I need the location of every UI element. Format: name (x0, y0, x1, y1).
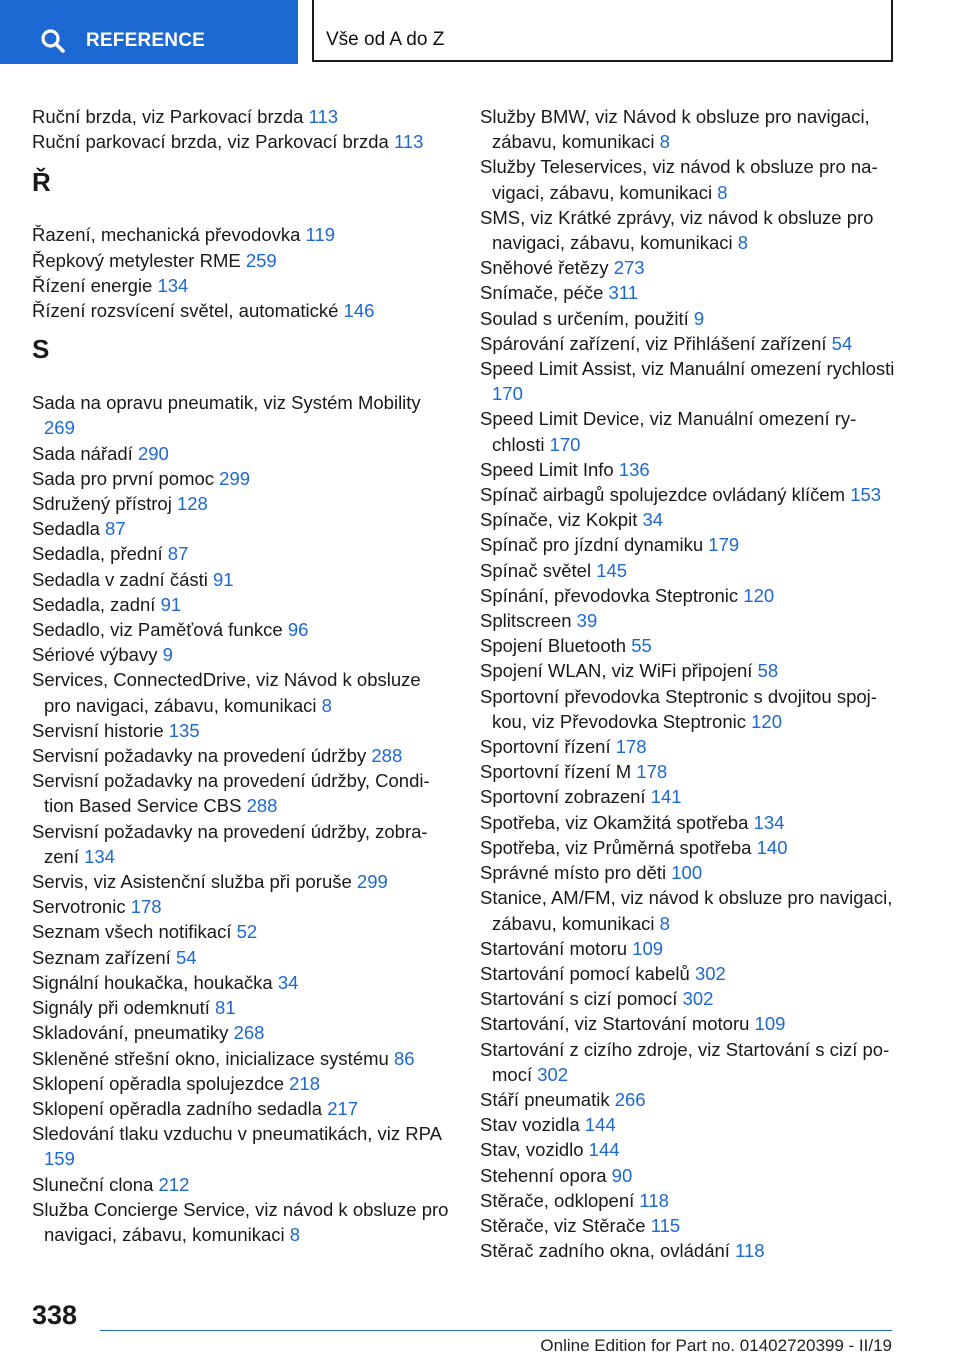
index-page-link[interactable]: 100 (671, 862, 703, 884)
index-entry-text: Sněhové řetězy (480, 257, 609, 279)
reference-label: REFERENCE (86, 30, 205, 51)
index-page-link[interactable]: 134 (157, 274, 189, 296)
index-page-link[interactable]: 91 (213, 568, 234, 590)
index-entry (32, 1121, 452, 1171)
index-entry-text: Startování pomocí kabelů (480, 962, 690, 984)
index-page-link[interactable]: 113 (308, 106, 339, 127)
index-entry (480, 986, 900, 1011)
index-entry (480, 356, 900, 406)
index-entry (32, 390, 452, 440)
index-entry (480, 734, 900, 759)
index-entry-text: Řízení rozsvícení světel, automatické (32, 300, 339, 322)
index-page-link[interactable]: 55 (631, 635, 652, 657)
index-page-link[interactable]: 113 (393, 131, 424, 153)
index-page-link[interactable]: 299 (356, 871, 388, 893)
index-entry-text: Řepkový metylester RME (32, 249, 241, 271)
index-entry-text: Spotřeba, viz Průměrná spotřeba (480, 836, 752, 858)
index-entry-text: Splitscreen (480, 610, 572, 632)
index-entry (480, 1213, 900, 1238)
index-entry-text: Spínač airbagů spolujezdce ovládaný klíčem (480, 484, 846, 506)
index-page-link[interactable]: 141 (650, 786, 682, 808)
index-page-link[interactable]: 266 (614, 1088, 646, 1110)
index-entry-text: Speed Limit Assist, viz Manuální omezení rychlosti (480, 358, 895, 380)
index-page-link[interactable]: 288 (246, 795, 278, 817)
index-entry-text: Sklopení opěradla spolujezdce (32, 1072, 284, 1094)
index-entry (480, 154, 900, 204)
index-page-link[interactable]: 302 (694, 962, 726, 984)
index-entry (480, 1037, 900, 1087)
index-entry (32, 541, 452, 566)
index-entry (32, 667, 452, 717)
index-entry-text: Spojení Bluetooth (480, 635, 627, 657)
index-entry-text: Řazení, mechanická převodovka (32, 224, 301, 246)
index-page-link[interactable]: 273 (613, 257, 645, 279)
index-page-link[interactable]: 288 (371, 745, 403, 767)
index-entry-text: Řízení energie (32, 274, 153, 296)
index-page-link[interactable]: 144 (588, 1139, 620, 1161)
index-page-link[interactable]: 134 (753, 811, 785, 833)
index-entry-text: Sledování tlaku vzduchu v pneumatikách, viz RPA (32, 1123, 441, 1145)
index-page-link[interactable]: 8 (659, 131, 670, 153)
index-entry (32, 516, 452, 541)
edition-info: Online Edition for Part no. 01402720399 - II/19 (540, 1336, 892, 1355)
index-column-right (480, 104, 900, 1263)
index-column-left (32, 104, 452, 1247)
index-page-link[interactable]: 140 (756, 836, 788, 858)
index-entry-text: Sada nářadí (32, 442, 133, 464)
index-page-link[interactable]: 58 (757, 660, 779, 682)
index-entry-text: Startování, viz Startování motoru (480, 1013, 750, 1035)
index-entry (480, 331, 900, 356)
index-entry (32, 617, 452, 642)
index-entry-text: Sada na opravu pneumatik, viz Systém Mobility (32, 392, 421, 414)
index-page-link[interactable]: 8 (717, 181, 728, 203)
index-entry (32, 273, 452, 298)
index-entry (32, 743, 452, 768)
index-entry (32, 869, 452, 894)
index-entry-text: Servisní požadavky na provedení údržby, zobrazení (32, 820, 428, 867)
index-entry (32, 466, 452, 491)
index-page-link[interactable]: 178 (615, 736, 647, 758)
index-entry-text: Skleněné střešní okno, inicializace systému (32, 1047, 389, 1069)
index-page-link[interactable]: 119 (305, 224, 336, 246)
index-page-link[interactable]: 217 (327, 1097, 359, 1119)
index-entry (480, 810, 900, 835)
index-entry (480, 885, 900, 935)
index-entry-text: Správné místo pro děti (480, 862, 667, 884)
index-page-link[interactable]: 299 (219, 467, 251, 489)
index-entry (32, 129, 452, 154)
index-letter-heading: S (32, 334, 50, 365)
index-entry (32, 819, 452, 869)
index-entry (32, 248, 452, 273)
index-entry (480, 1112, 900, 1137)
index-entry (32, 1197, 452, 1247)
index-entry (32, 567, 452, 592)
index-page-link[interactable]: 8 (737, 232, 749, 254)
index-page-link[interactable]: 128 (176, 493, 208, 515)
index-entry (480, 860, 900, 885)
index-page-link[interactable]: 178 (130, 896, 162, 918)
index-entry (480, 457, 900, 482)
page-number: 338 (32, 1300, 78, 1330)
index-page-link[interactable]: 290 (137, 442, 169, 464)
index-entry-text: Snímače, péče (480, 282, 604, 304)
index-entry-text: Spínač světel (480, 559, 592, 581)
index-letter-heading: Ř (32, 167, 51, 198)
index-entry-text: Sedadla, přední (32, 543, 163, 565)
index-page-link[interactable]: 9 (693, 307, 705, 329)
search-icon (40, 28, 66, 54)
index-page-link[interactable]: 302 (537, 1063, 569, 1085)
index-entry (480, 1011, 900, 1036)
index-entry-text: Seznam všech notifikací (32, 921, 232, 943)
index-entry (480, 558, 900, 583)
index-page-link[interactable]: 120 (751, 710, 783, 732)
index-entry-text: Servisní požadavky na provedení údržby, Condition Based Service CBS (32, 770, 430, 817)
index-entry-text: Spínače, viz Kokpit (480, 509, 638, 531)
index-entry-text: Stěrače, viz Stěrače (480, 1214, 646, 1236)
index-entry (32, 1096, 452, 1121)
index-page-link[interactable]: 8 (321, 694, 332, 716)
index-page-link[interactable]: 118 (735, 1240, 765, 1262)
index-entry-text: Signální houkačka, houkačka (32, 971, 273, 993)
index-entry-text: Sportovní převodovka Steptronic s dvojitou spojkou, viz Převodovka Steptronic (480, 685, 877, 732)
index-entry (32, 1172, 452, 1197)
index-entry (32, 298, 452, 323)
index-entry-text: Sklopení opěradla zadního sedadla (32, 1097, 323, 1119)
index-page-link[interactable]: 135 (168, 719, 200, 741)
index-entry-text: Sériové výbavy (32, 644, 158, 666)
index-page-link[interactable]: 212 (158, 1173, 190, 1195)
index-entry-text: Spárování zařízení, viz Přihlášení zařízení (480, 332, 827, 354)
index-entry-text: Sedadla, zadní (32, 593, 156, 615)
index-entry (480, 835, 900, 860)
index-page-link[interactable]: 9 (162, 644, 173, 666)
index-page-link[interactable]: 302 (682, 988, 714, 1010)
index-entry-text: Služby BMW, viz Návod k obsluze pro navigaci, zábavu, komunikaci (480, 106, 870, 153)
index-page-link[interactable]: 170 (549, 433, 581, 455)
index-entry (480, 936, 900, 961)
index-page-link[interactable]: 159 (44, 1148, 75, 1170)
index-page-link[interactable]: 81 (215, 997, 236, 1019)
index-entry-text: Spotřeba, viz Okamžitá spotřeba (480, 811, 749, 833)
index-page-link[interactable]: 311 (608, 282, 639, 304)
index-entry (480, 633, 900, 658)
index-page-link[interactable]: 259 (245, 249, 277, 271)
index-entry (32, 642, 452, 667)
index-entry (32, 919, 452, 944)
index-entry-text: Speed Limit Info (480, 458, 614, 480)
index-entry (32, 894, 452, 919)
index-entry-text: Stav vozidla (480, 1114, 580, 1136)
index-page-link[interactable]: 170 (492, 383, 523, 405)
index-page-link[interactable]: 178 (636, 761, 668, 783)
index-entry-text: Stehenní opora (480, 1164, 607, 1186)
index-entry-text: SMS, viz Krátké zprávy, viz návod k obsluze pro navigaci, zábavu, komunikaci (480, 206, 874, 254)
index-entry (480, 205, 900, 255)
index-entry (32, 970, 452, 995)
index-entry (32, 1071, 452, 1096)
index-page-link[interactable]: 144 (584, 1114, 616, 1136)
index-page-link[interactable]: 90 (611, 1164, 633, 1186)
index-entry-text: Services, ConnectedDrive, viz Návod k obsluze pro navigaci, zábavu, komunikaci (32, 669, 421, 716)
index-page-link[interactable]: 87 (105, 518, 126, 540)
index-entry (480, 306, 900, 331)
index-entry (480, 608, 900, 633)
index-page-link[interactable]: 218 (289, 1072, 320, 1094)
index-page-link[interactable]: 34 (642, 509, 664, 531)
index-entry-text: Ruční brzda, viz Parkovací brzda (32, 106, 304, 127)
index-entry-text: Sportovní zobrazení (480, 786, 646, 808)
index-entry-text: Sluneční clona (32, 1173, 154, 1195)
index-entry-text: Startování z cizího zdroje, viz Startování s cizí pomocí (480, 1038, 890, 1085)
index-entry (32, 1020, 452, 1045)
section-tab (312, 0, 893, 62)
index-page-link[interactable]: 134 (84, 845, 115, 867)
index-page-link[interactable]: 145 (596, 559, 628, 581)
index-entry-text: Spojení WLAN, viz WiFi připojení (480, 660, 753, 682)
index-entry (32, 718, 452, 743)
index-page-link[interactable]: 153 (850, 484, 882, 506)
index-entry (32, 441, 452, 466)
index-entry (480, 759, 900, 784)
index-page-link[interactable]: 86 (393, 1047, 415, 1069)
index-entry (480, 255, 900, 280)
index-entry-text: Soulad s určením, použití (480, 307, 689, 329)
index-page-link[interactable]: 34 (277, 971, 299, 993)
index-entry (480, 684, 900, 734)
index-entry (480, 1137, 900, 1162)
index-page-link[interactable]: 54 (175, 946, 197, 968)
index-page-link[interactable]: 269 (44, 417, 75, 439)
index-entry-text: Seznam zařízení (32, 946, 171, 968)
footer-divider (100, 1330, 892, 1331)
index-entry (32, 104, 452, 129)
index-entry (480, 482, 900, 507)
index-entry (480, 532, 900, 557)
index-entry (480, 961, 900, 986)
index-page-link[interactable]: 8 (659, 912, 670, 934)
index-entry (32, 491, 452, 516)
index-page-link[interactable]: 39 (576, 610, 598, 632)
index-page-link[interactable]: 87 (167, 543, 189, 565)
index-page-link[interactable]: 109 (754, 1013, 786, 1035)
index-entry-text: Sportovní řízení M (480, 761, 632, 783)
index-entry-text: Služba Concierge Service, viz návod k obsluze pro navigaci, zábavu, komunikaci (32, 1198, 449, 1245)
index-entry-text: Stav, vozidlo (480, 1139, 584, 1161)
index-entry (480, 406, 900, 456)
reference-tab[interactable] (0, 0, 298, 64)
index-entry-text: Skladování, pneumatiky (32, 1022, 229, 1044)
index-entry (480, 1163, 900, 1188)
index-entry-text: Stanice, AM/FM, viz návod k obsluze pro navigaci, zábavu, komunikaci (480, 887, 893, 934)
index-entry-text: Spínání, převodovka Steptronic (480, 584, 739, 606)
index-entry-text: Servis, viz Asistenční služba při poruše (32, 871, 352, 893)
index-entry-text: Spínač pro jízdní dynamiku (480, 534, 704, 556)
index-entry-text: Sedadla (32, 518, 100, 540)
index-entry (32, 995, 452, 1020)
index-entry (480, 658, 900, 683)
index-page-link[interactable]: 118 (639, 1189, 669, 1211)
index-page-link[interactable]: 268 (233, 1022, 265, 1044)
index-entry-text: Servisní historie (32, 719, 164, 741)
index-entry-text: Služby Teleservices, viz návod k obsluze pro navigaci, zábavu, komunikaci (480, 156, 878, 203)
index-entry (32, 945, 452, 970)
index-page-link[interactable]: 146 (343, 300, 375, 322)
index-entry-text: Servisní požadavky na provedení údržby (32, 745, 367, 767)
index-page-link[interactable]: 96 (287, 619, 309, 641)
index-page-link[interactable]: 54 (831, 332, 853, 354)
index-page-link[interactable]: 91 (160, 593, 182, 615)
index-entry-text: Stěrač zadního okna, ovládání (480, 1240, 730, 1262)
index-entry-text: Sedadlo, viz Paměťová funkce (32, 619, 283, 641)
index-entry (480, 507, 900, 532)
index-entry (480, 784, 900, 809)
index-entry-text: Signály při odemknutí (32, 997, 210, 1019)
index-entry-text: Sedadla v zadní části (32, 568, 208, 590)
index-entry-text: Speed Limit Device, viz Manuální omezení rychlosti (480, 408, 857, 455)
index-page-link[interactable]: 109 (632, 937, 664, 959)
index-entry (480, 583, 900, 608)
index-entry-text: Startování s cizí pomocí (480, 988, 678, 1010)
index-entry-text: Stěrače, odklopení (480, 1189, 635, 1211)
index-page-link[interactable]: 8 (289, 1223, 301, 1245)
index-entry (480, 1188, 900, 1213)
index-page-link[interactable]: 115 (650, 1214, 681, 1236)
index-entry-text: Sada pro první pomoc (32, 467, 215, 489)
index-entry (32, 592, 452, 617)
index-entry-text: Startování motoru (480, 937, 628, 959)
index-entry (480, 280, 900, 305)
index-page-link[interactable]: 179 (708, 534, 740, 556)
index-page-link[interactable]: 52 (236, 921, 258, 943)
index-entry-text: Servotronic (32, 896, 126, 918)
index-entry-text: Ruční parkovací brzda, viz Parkovací brzda (32, 131, 389, 153)
index-page-link[interactable]: 136 (618, 458, 650, 480)
index-entry (32, 768, 452, 818)
index-page-link[interactable]: 120 (743, 584, 775, 606)
index-entry (32, 1046, 452, 1071)
index-entry (480, 104, 900, 154)
index-entry (480, 1238, 900, 1263)
index-entry-text: Stáří pneumatik (480, 1088, 610, 1110)
index-entry-text: Sportovní řízení (480, 736, 611, 758)
section-title: Vše od A do Z (326, 29, 445, 50)
index-entry-text: Sdružený přístroj (32, 493, 172, 515)
index-entry (480, 1087, 900, 1112)
index-entry (32, 222, 452, 247)
